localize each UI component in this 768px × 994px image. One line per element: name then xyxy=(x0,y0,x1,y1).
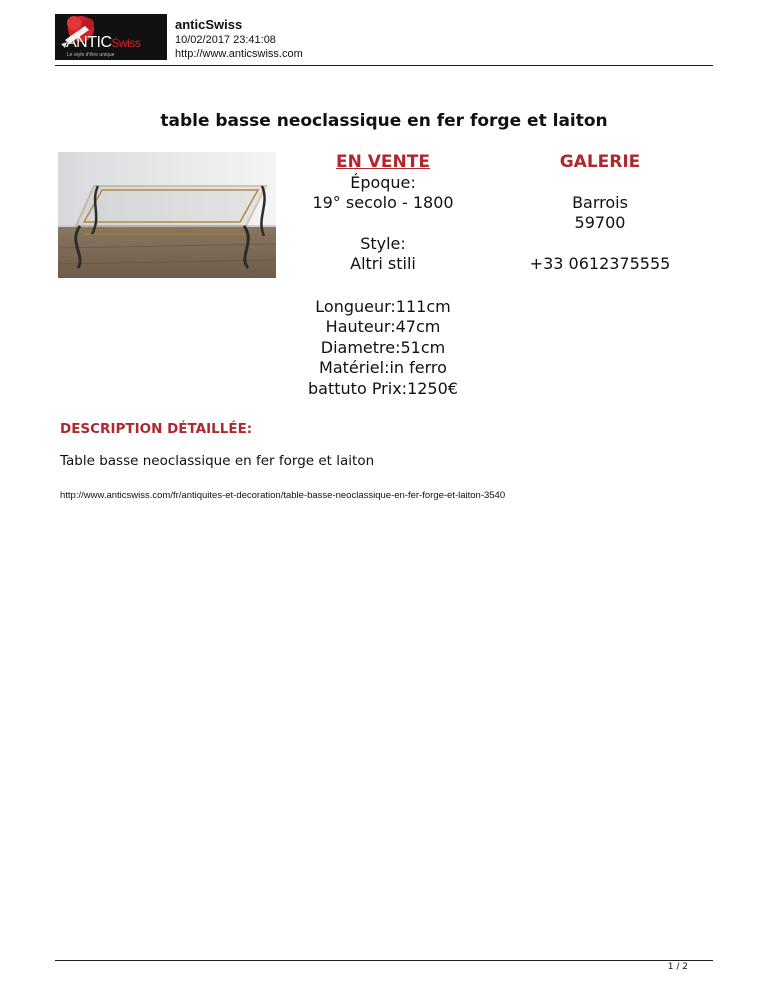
gallery-postcode: 59700 xyxy=(574,213,626,232)
spec-materiel: Matériel:in ferro xyxy=(319,358,447,377)
spec-longueur: Longueur:111cm xyxy=(315,296,451,316)
coffee-table-image xyxy=(58,152,276,278)
anticswiss-logo[interactable] xyxy=(55,14,167,60)
gallery-heading: GALERIE xyxy=(559,152,641,172)
description-text: Table basse neoclassique en fer forge et laiton xyxy=(60,453,375,469)
epoque-label: Époque: xyxy=(350,172,416,192)
site-name: anticSwiss xyxy=(175,17,243,32)
item-details xyxy=(283,152,483,399)
header-divider xyxy=(55,65,713,66)
spec-prix: battuto Prix:1250€ xyxy=(308,378,458,398)
gallery-info xyxy=(500,152,700,274)
gallery-phone: +33 0612375555 xyxy=(529,253,671,273)
page-header xyxy=(55,14,713,66)
print-datetime: 10/02/2017 23:41:08 xyxy=(175,34,276,46)
spec-hauteur: Hauteur:47cm xyxy=(325,317,441,336)
epoque-value: 19° secolo - 1800 xyxy=(312,193,454,212)
spec-diametre: Diametre:51cm xyxy=(320,337,446,357)
style-label: Style: xyxy=(360,233,406,253)
footer-divider xyxy=(55,960,713,961)
product-photo[interactable] xyxy=(58,152,276,278)
site-url-link[interactable]: http://www.anticswiss.com xyxy=(175,48,303,60)
page-number: 1 / 2 xyxy=(667,962,688,972)
logo-tagline: Le style d'être unique xyxy=(67,52,115,58)
style-value: Altri stili xyxy=(350,254,416,273)
page-title: table basse neoclassique en fer forge et laiton xyxy=(160,111,608,131)
gallery-name: Barrois xyxy=(572,192,628,212)
logo-wordmark: ANTICSwiss xyxy=(66,34,141,51)
status-badge[interactable]: EN VENTE xyxy=(336,152,430,172)
description-heading: DESCRIPTION DÉTAILLÉE: xyxy=(60,421,253,437)
item-url-link[interactable]: http://www.anticswiss.com/fr/antiquites-et-decoration/table-basse-neoclassique-en-fer-forge-et-laiton-3540 xyxy=(60,490,506,501)
